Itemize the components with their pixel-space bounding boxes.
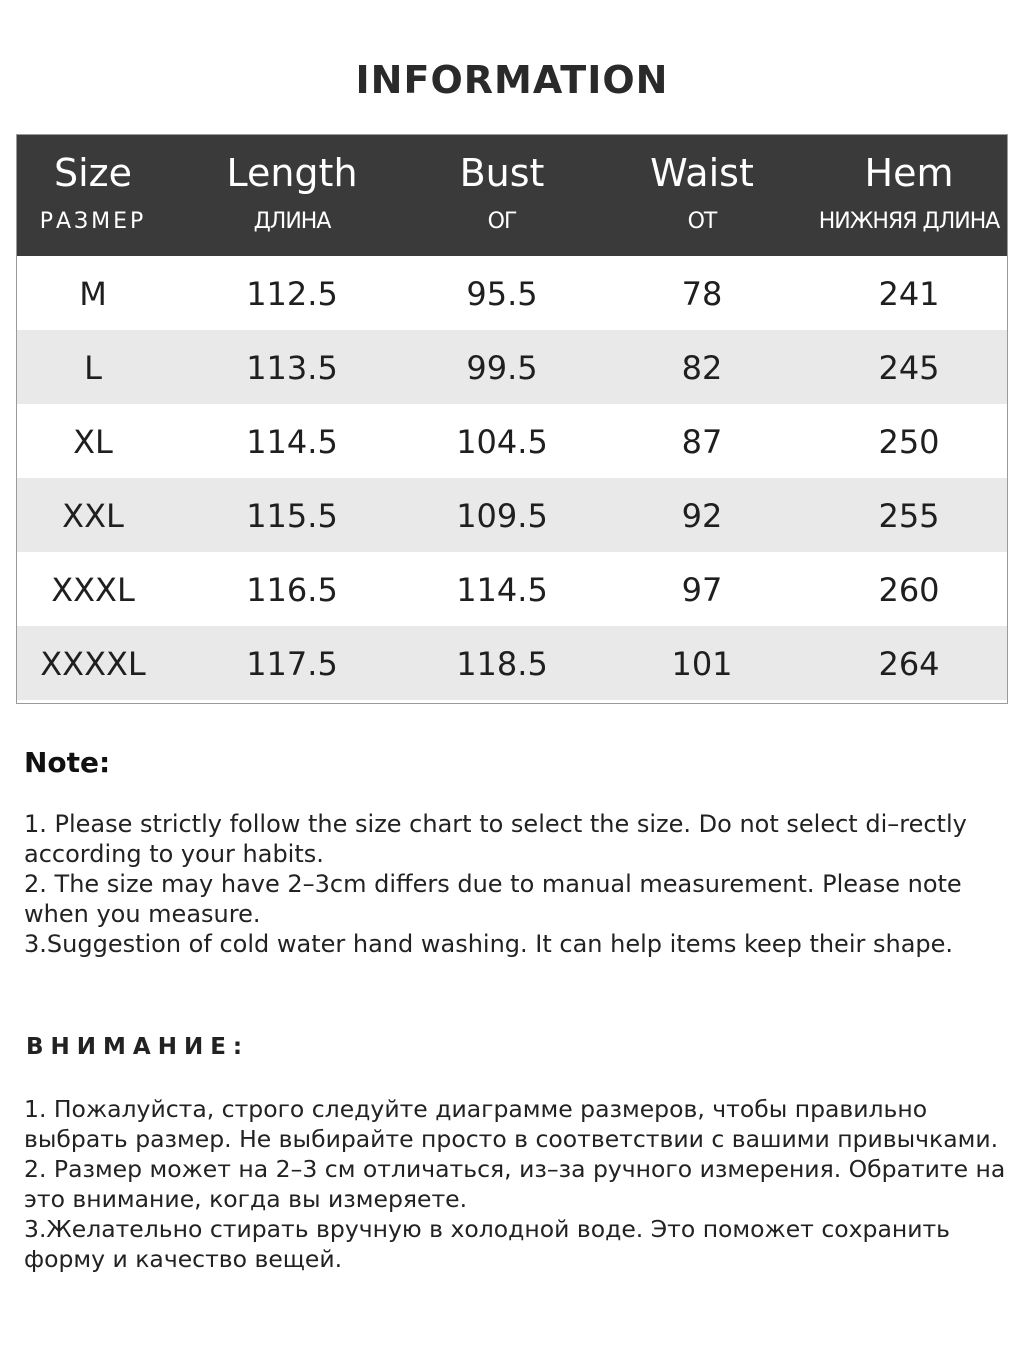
note-item: 3.Suggestion of cold water hand washing. It can help items keep their shape.	[24, 930, 954, 958]
header-label-en: Size	[53, 151, 132, 195]
cell-length: 114.5	[246, 423, 338, 461]
note-item: 3.Желательно стирать вручную в холодной воде. Это поможет сохранить форму и качество вещей.	[24, 1215, 951, 1273]
table-row	[17, 626, 1007, 700]
cell-size: XXXXL	[40, 645, 146, 683]
cell-hem: 250	[878, 423, 940, 461]
table-row	[17, 478, 1007, 552]
cell-length: 115.5	[246, 497, 338, 535]
table-row	[17, 256, 1007, 330]
cell-size: XL	[73, 423, 113, 461]
header-length	[192, 135, 392, 256]
header-label-en: Bust	[459, 151, 545, 195]
cell-hem: 260	[878, 571, 940, 609]
cell-waist: 97	[681, 571, 723, 609]
note-item: 1. Please strictly follow the size chart to select the size. Do not select di–rectly according to your habits.	[24, 810, 967, 868]
header-bust	[402, 135, 602, 256]
table-row	[17, 404, 1007, 478]
header-waist	[602, 135, 802, 256]
cell-bust: 99.5	[466, 349, 538, 387]
header-label-ru: РАЗМЕР	[39, 209, 147, 234]
cell-waist: 78	[681, 275, 723, 313]
header-hem	[809, 135, 1009, 256]
cell-size: M	[79, 275, 107, 313]
cell-length: 113.5	[246, 349, 338, 387]
header-label-ru: ДЛИНА	[253, 209, 331, 234]
note-item: 2. Размер может на 2–3 см отличаться, из–за ручного измерения. Обратите на это внимание, когда вы измеряете.	[24, 1155, 1006, 1213]
note-item: 2. The size may have 2–3cm differs due to manual measurement. Please note when you measure.	[24, 870, 962, 928]
cell-waist: 87	[681, 423, 723, 461]
header-label-ru: НИЖНЯЯ ДЛИНА	[818, 209, 1000, 234]
cell-bust: 109.5	[456, 497, 548, 535]
page-title: INFORMATION	[355, 58, 669, 102]
cell-bust: 118.5	[456, 645, 548, 683]
table-row	[17, 552, 1007, 626]
header-label-en: Hem	[864, 151, 954, 195]
cell-size: L	[84, 349, 102, 387]
cell-hem: 264	[878, 645, 940, 683]
cell-size: XXXL	[51, 571, 135, 609]
size-chart-table	[16, 134, 1008, 704]
header-label-en: Waist	[650, 151, 754, 195]
cell-hem: 245	[878, 349, 940, 387]
table-header	[17, 135, 1007, 256]
note-heading: Note:	[24, 746, 111, 779]
cell-length: 116.5	[246, 571, 338, 609]
note-heading-ru: ВНИМАНИЕ:	[26, 1034, 250, 1060]
header-label-ru: ОТ	[687, 209, 717, 234]
header-label-en: Length	[226, 151, 358, 195]
cell-waist: 82	[681, 349, 723, 387]
cell-bust: 95.5	[466, 275, 538, 313]
cell-bust: 114.5	[456, 571, 548, 609]
cell-hem: 255	[878, 497, 940, 535]
cell-length: 112.5	[246, 275, 338, 313]
cell-hem: 241	[878, 275, 940, 313]
note-list-ru	[24, 1094, 1009, 1274]
cell-bust: 104.5	[456, 423, 548, 461]
table-body	[17, 256, 1007, 700]
note-item: 1. Пожалуйста, строго следуйте диаграмме размеров, чтобы правильно выбрать размер. Не выбирайте просто в соответствии с вашими привычками.	[24, 1095, 999, 1153]
note-list-en	[24, 809, 1009, 959]
cell-length: 117.5	[246, 645, 338, 683]
header-size	[17, 135, 169, 256]
cell-waist: 101	[671, 645, 733, 683]
cell-waist: 92	[681, 497, 723, 535]
header-label-ru: ОГ	[487, 209, 517, 234]
table-row	[17, 330, 1007, 404]
cell-size: XXL	[62, 497, 124, 535]
